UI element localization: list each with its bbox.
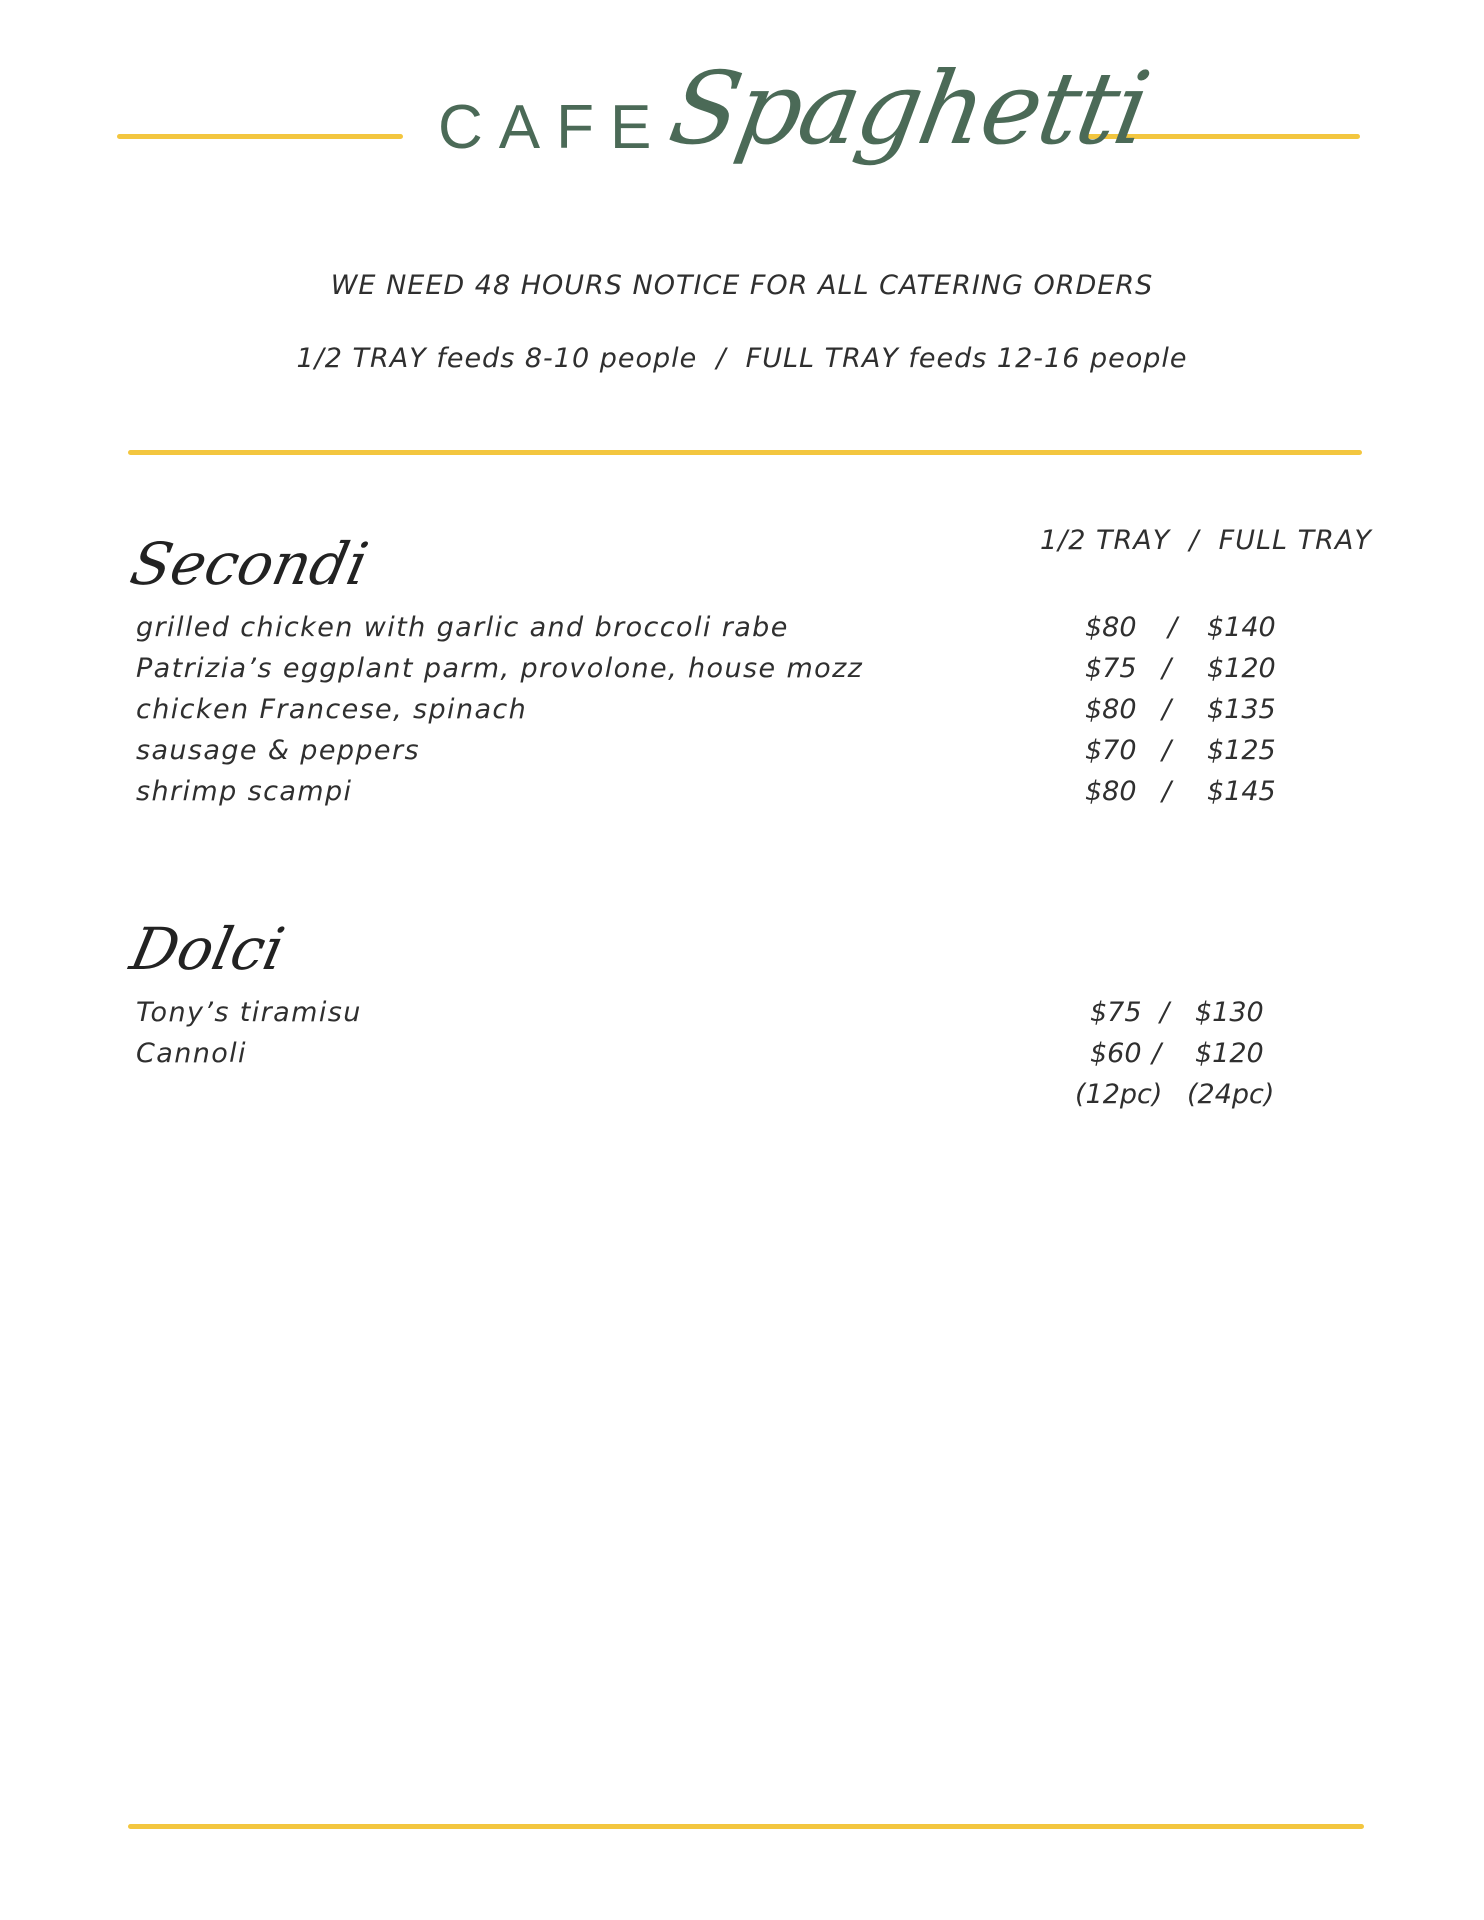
logo-script-word: Spaghetti: [661, 50, 1157, 167]
tray-serving-notice: 1/2 TRAY feeds 8-10 people / FULL TRAY feeds 12-16 people: [296, 343, 1188, 374]
price-half-tray: $80: [1085, 776, 1137, 807]
cafe-logo: [430, 40, 1157, 210]
tray-size-column-header: 1/2 TRAY / FULL TRAY: [1040, 525, 1372, 556]
price-half-tray: $75: [1085, 653, 1137, 684]
price-separator: /: [1162, 694, 1172, 725]
piece-count-full-tray: (24pc): [1187, 1079, 1275, 1110]
catering-notice: WE NEED 48 HOURS NOTICE FOR ALL CATERING ORDERS: [330, 270, 1154, 301]
price-half-tray: $80: [1085, 694, 1137, 725]
price-full-tray: $145: [1207, 776, 1276, 807]
price-separator: /: [1152, 1038, 1162, 1069]
price-full-tray: $140: [1207, 612, 1276, 643]
section-title-dolci: Dolci: [124, 915, 291, 983]
price-separator: /: [1162, 735, 1172, 766]
price-full-tray: $130: [1195, 997, 1264, 1028]
price-separator: /: [1162, 653, 1172, 684]
footer-rule: [128, 1824, 1364, 1829]
logo-cafe-word: CAFE: [438, 93, 668, 162]
item-name: Patrizia’s eggplant parm, provolone, house mozz: [136, 653, 864, 684]
item-name: chicken Francese, spinach: [136, 694, 528, 725]
header-rule-left: [117, 134, 403, 139]
price-full-tray: $135: [1207, 694, 1276, 725]
price-full-tray: $120: [1207, 653, 1276, 684]
item-name: Tony’s tiramisu: [136, 997, 362, 1028]
item-name: Cannoli: [136, 1038, 247, 1069]
section-divider: [128, 450, 1362, 455]
price-half-tray: $75: [1090, 997, 1142, 1028]
price-full-tray: $125: [1207, 735, 1276, 766]
price-half-tray: $60: [1090, 1038, 1142, 1069]
price-separator: /: [1168, 612, 1178, 643]
price-separator: /: [1162, 776, 1172, 807]
item-name: sausage & peppers: [136, 735, 420, 766]
item-name: shrimp scampi: [136, 776, 353, 807]
price-full-tray: $120: [1195, 1038, 1264, 1069]
item-name: grilled chicken with garlic and broccoli rabe: [136, 612, 789, 643]
price-half-tray: $70: [1085, 735, 1137, 766]
piece-count-half-tray: (12pc): [1075, 1079, 1163, 1110]
price-half-tray: $80: [1085, 612, 1137, 643]
section-title-secondi: Secondi: [124, 530, 374, 598]
price-separator: /: [1160, 997, 1170, 1028]
